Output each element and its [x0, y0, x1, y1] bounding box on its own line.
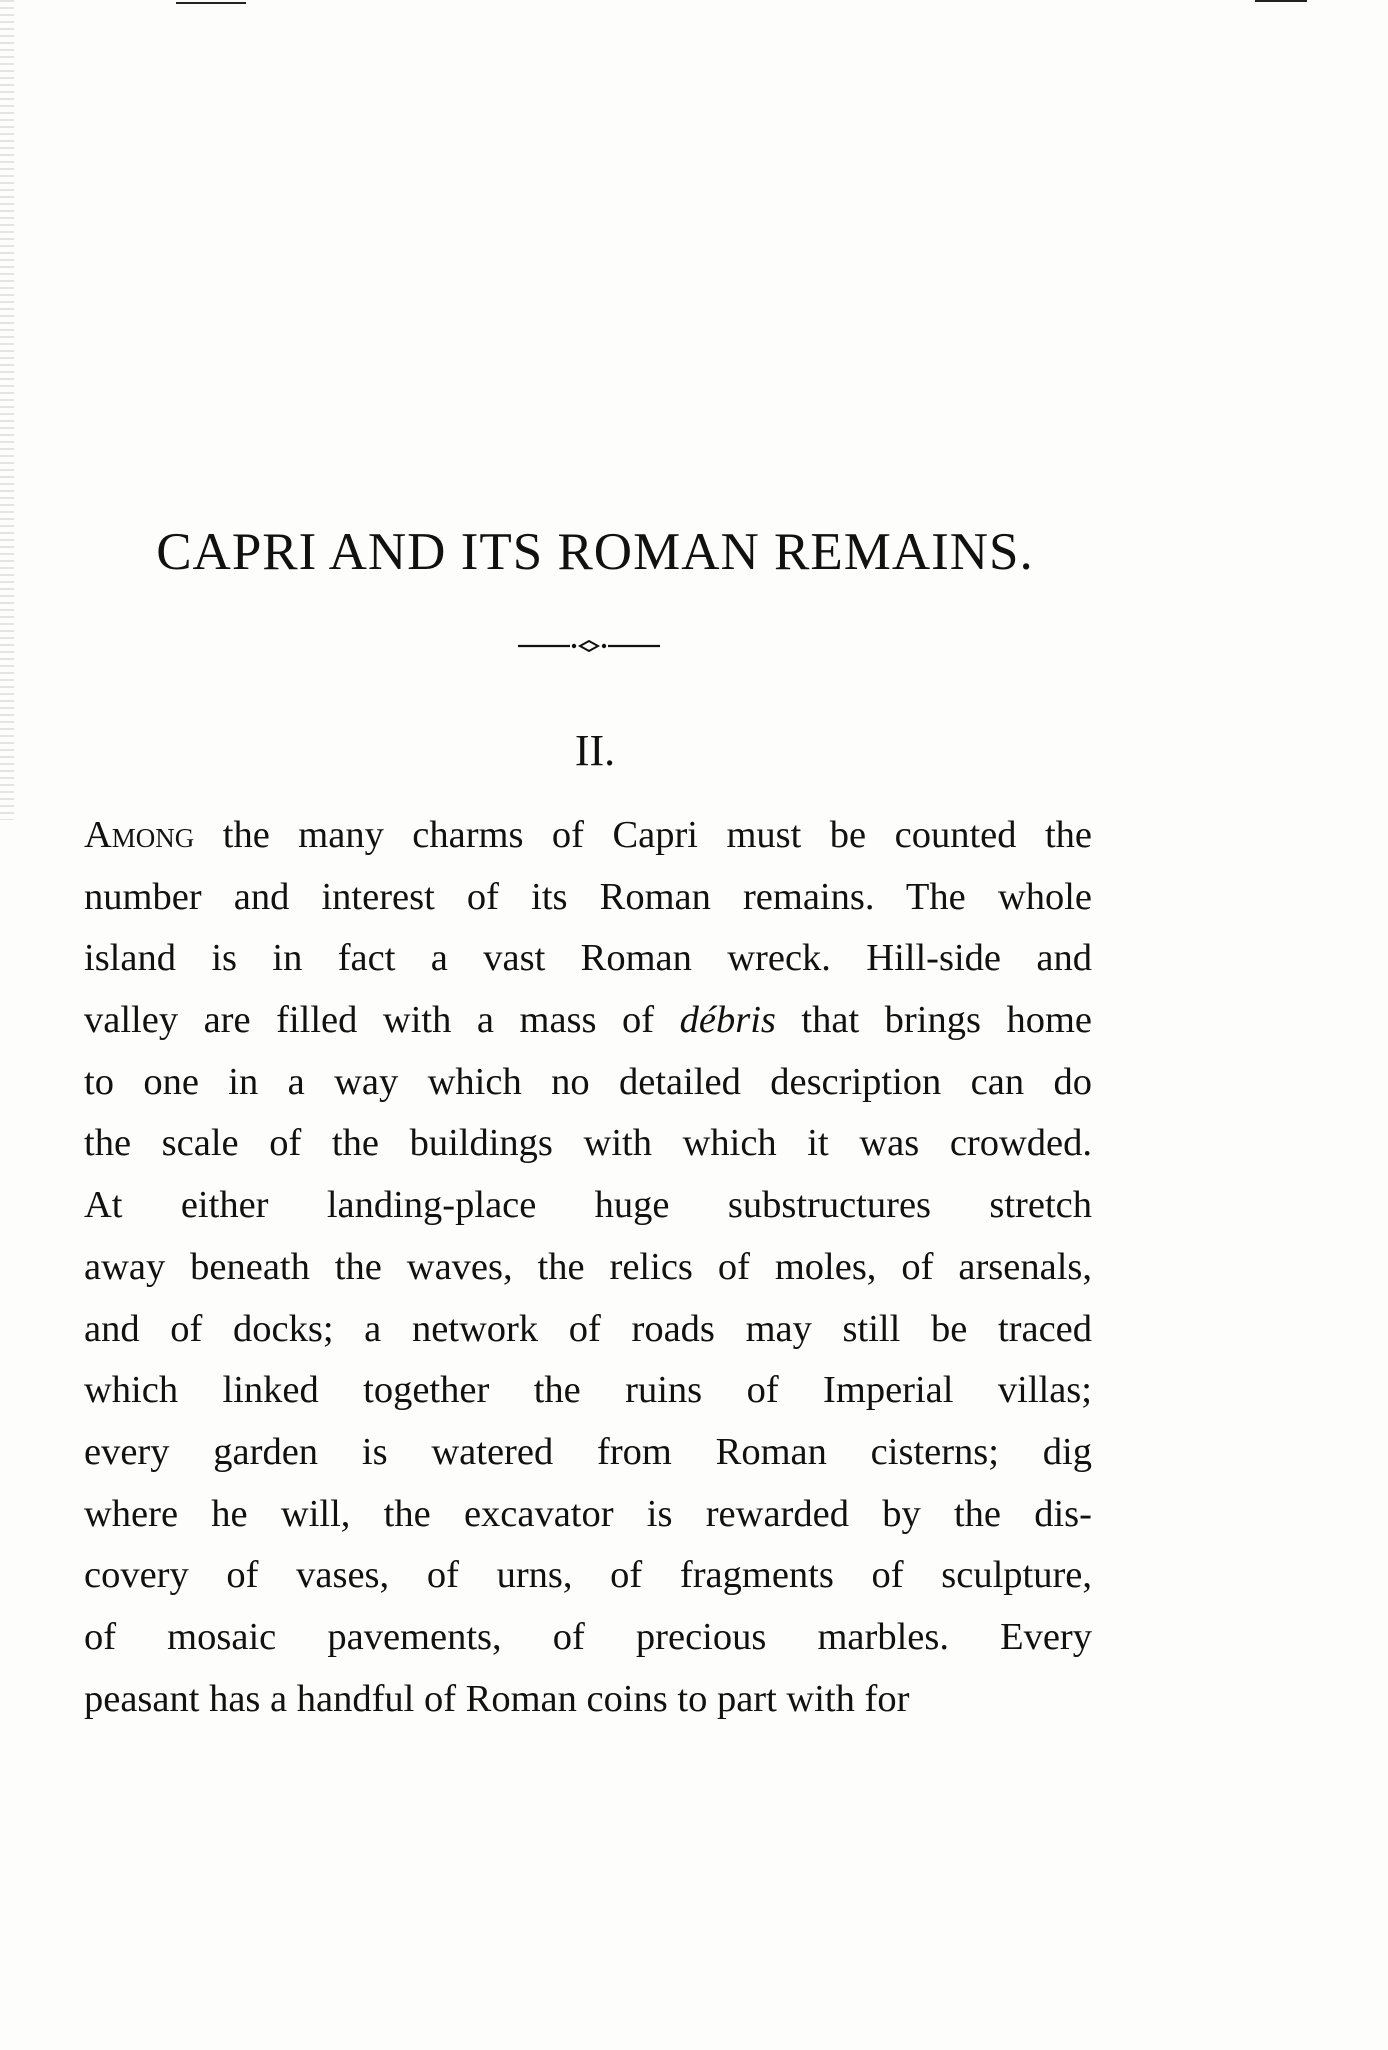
text-line: island is in fact a vast Roman wreck. Hill-side and [84, 937, 1092, 980]
italic-word: débris [679, 999, 776, 1042]
text-segment: valley are filled with a mass of [84, 999, 680, 1042]
text-line: number and interest of its Roman remains. The whole [84, 875, 1092, 918]
text-line: At either landing-place huge substructures stretch [84, 1184, 1092, 1227]
section-number: II. [574, 726, 616, 775]
text-line: and of docks; a network of roads may still be traced [84, 1307, 1092, 1350]
text-line: peasant has a handful of Roman coins to part with for [84, 1677, 910, 1720]
top-edge-mark-left [176, 2, 246, 4]
text-line: away beneath the waves, the relics of moles, of arsenals, [84, 1245, 1092, 1288]
chapter-title: CAPRI AND ITS ROMAN REMAINS. [156, 523, 1034, 581]
text-line: of mosaic pavements, of precious marbles. Every [84, 1615, 1092, 1658]
opening-word: Among [84, 814, 195, 856]
body-paragraph [84, 805, 1092, 1730]
text-line: which linked together the ruins of Imperial villas; [84, 1369, 1092, 1412]
text-line: every garden is watered from Roman cisterns; dig [84, 1430, 1092, 1473]
text-line: the scale of the buildings with which it was crowded. [84, 1122, 1092, 1165]
text-line [84, 990, 1092, 1052]
text-line [84, 805, 1092, 867]
top-edge-mark-right [1255, 0, 1307, 2]
text-line: covery of vases, of urns, of fragments of sculpture, [84, 1554, 1092, 1597]
text-line: where he will, the excavator is rewarded by the dis- [84, 1492, 1092, 1535]
dash-diamond-ornament-icon [518, 638, 660, 654]
scan-edge-speckle [0, 0, 14, 820]
text-line: to one in a way which no detailed description can do [84, 1060, 1092, 1103]
text-line-content: the many charms of Capri must be counted the [194, 814, 1092, 856]
text-segment: that brings home [775, 999, 1092, 1042]
